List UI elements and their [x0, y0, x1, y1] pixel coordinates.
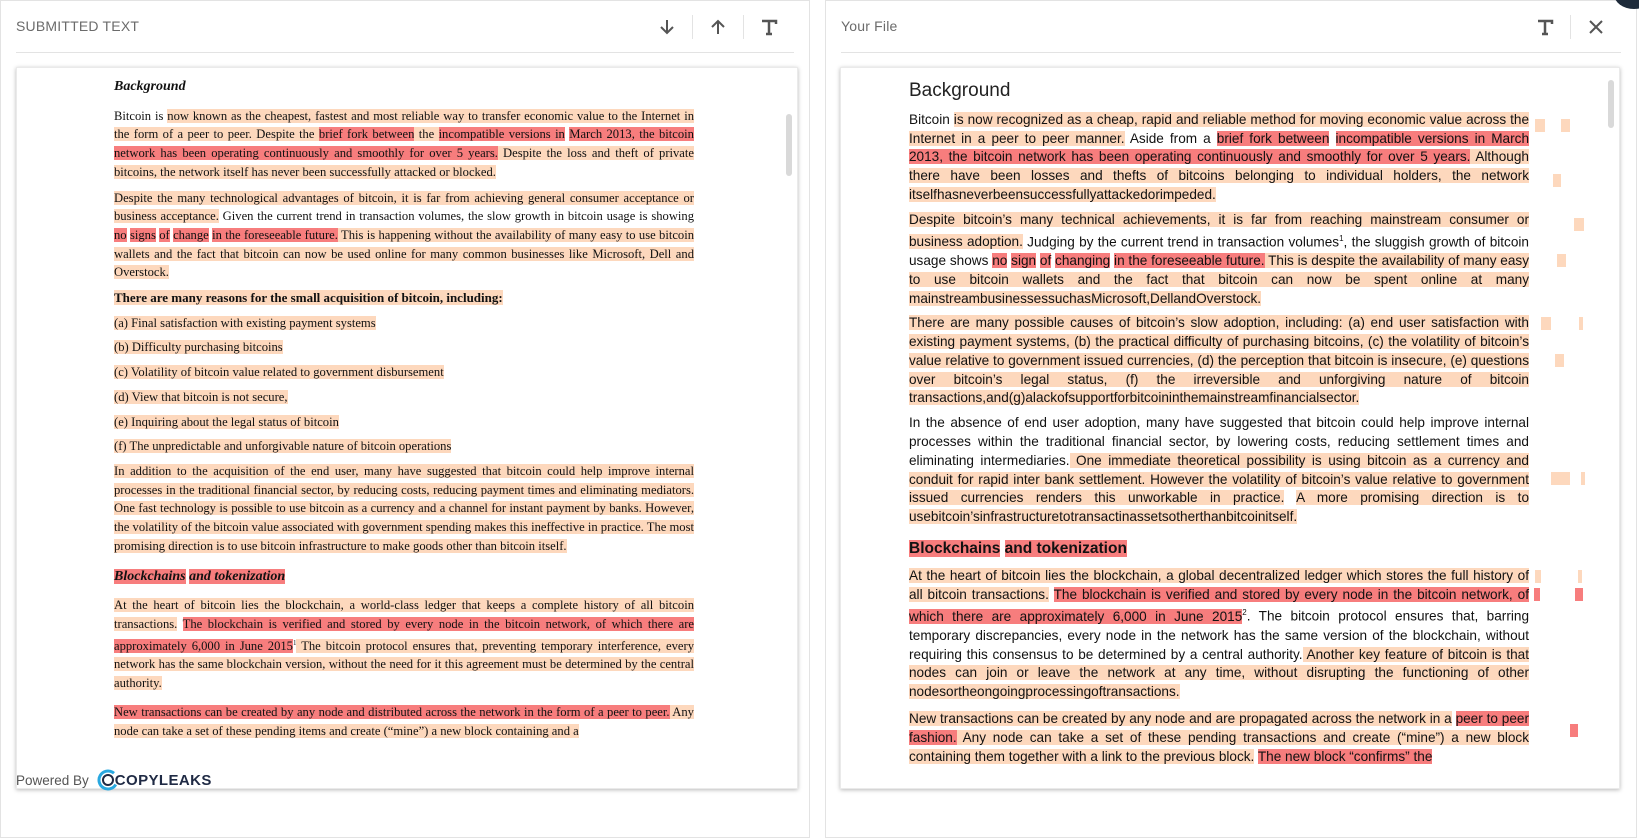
your-file-content [909, 82, 1529, 772]
footnote-marker: 2 [1242, 608, 1247, 618]
arrow-down-icon[interactable] [642, 11, 692, 43]
text-segment [1284, 490, 1296, 505]
minor-change-highlight[interactable]: Despite bitcoin’s many technical achievements, it is far from reaching mainstream consumer or business adoption. [909, 211, 1529, 250]
identical-highlight[interactable]: no [992, 252, 1008, 268]
minor-change-highlight[interactable]: Another key feature of bitcoin is that nodes can join or leave the network at any time, without disrupting the functioning of other nodesortheongoingprocessingoftransactions. [909, 646, 1529, 700]
list-item [114, 363, 694, 382]
text-segment: Judging by the current trend in transaction volumes [1022, 234, 1340, 250]
minor-change-highlight[interactable]: One fast technology is possible to use bitcoin as a currency and a channel for instant payment by banks. However, the volatility of the bitcoin value associated with government spending makes this ineffective in practice. [114, 501, 694, 535]
identical-highlight[interactable]: incompatible versions in March 2013, the bitcoin network has been operating continuously and smoothly for over 5 years. [909, 130, 1530, 165]
identical-highlight[interactable]: no [114, 227, 127, 242]
identical-highlight[interactable]: change [173, 227, 209, 242]
powered-by-footer [16, 769, 212, 791]
text-segment [1000, 540, 1004, 557]
doc-heading: Background [909, 80, 1011, 101]
minor-change-highlight[interactable]: now known as the cheapest, fastest and most reliable way to transfer economic value to the Internet in the form of a peer to peer. Despite the [114, 108, 694, 142]
text-segment: , the sluggish growth of bitcoin usage shows [909, 234, 1529, 268]
identical-highlight[interactable]: of [159, 227, 170, 242]
minor-change-highlight[interactable]: This is happening without the availability of many easy to use bitcoin wallets and the fact that bitcoin can now be used online for many common businesses like Microsoft, Dell and Overstock. [114, 227, 695, 280]
minor-change-highlight[interactable]: (f) The unpredictable and unforgivable nature of bitcoin operations [114, 439, 452, 454]
identical-highlight[interactable]: brief fork between [1216, 130, 1330, 146]
match-indicator[interactable] [1575, 588, 1583, 601]
identical-highlight[interactable]: March 2013, the bitcoin network has been operating continuously and smoothly for over 5 years. [114, 127, 694, 161]
close-icon[interactable] [1571, 11, 1621, 43]
identical-highlight[interactable]: peer to peer fashion. [909, 710, 1529, 745]
section-heading [114, 568, 694, 587]
minor-change-highlight[interactable]: the [414, 127, 439, 142]
identical-highlight[interactable]: sign [1011, 252, 1037, 268]
minor-change-highlight[interactable]: At the heart of bitcoin lies the blockchain, a world-class ledger that keeps a complete history of all bitcoin transactions. [114, 598, 694, 631]
minor-change-highlight[interactable]: is now recognized as a cheap, rapid and reliable method for moving economic value across the Internet in a peer to peer manner. [909, 111, 1530, 146]
identical-highlight[interactable]: The new block “confirms” the [1257, 748, 1433, 764]
match-indicator[interactable] [1579, 317, 1583, 330]
copyleaks-logo[interactable] [97, 769, 212, 791]
minor-change-highlight[interactable]: At the heart of bitcoin lies the blockchain, a global decentralized ledger which stores the full history of all bitcoin transactions. [909, 567, 1529, 602]
doc-heading: Background [114, 79, 186, 94]
minor-change-highlight[interactable]: Although there have been losses and thefts of bitcoins belonging to individual holders, the network itselfhasneverbeensuccessfullyattackedorimpeded. [909, 149, 1529, 202]
text-segment: In the absence of end user adoption, many have suggested that bitcoin could help improve internal processes within the traditional financial sector, by lowering costs, reducing settlement times and eliminating intermediaries. [909, 415, 1529, 468]
identical-highlight[interactable]: New transactions can be created by any node and distributed across the network in the form of a peer to peer. [114, 704, 670, 719]
identical-highlight[interactable]: in the foreseeable future. [1114, 252, 1265, 268]
scrollbar-thumb[interactable] [786, 114, 792, 176]
match-indicator[interactable] [1574, 218, 1584, 231]
text-format-icon[interactable] [744, 11, 794, 43]
minor-change-highlight[interactable]: Any node can take a set of these pending transactions and create (“mine”) a new block containing them together with a link to the previous block. [909, 729, 1529, 764]
list-item [114, 338, 694, 357]
match-indicator[interactable] [1581, 472, 1585, 485]
identical-highlight[interactable]: of [1039, 252, 1052, 268]
match-indicator[interactable] [1535, 119, 1545, 132]
paragraph [909, 211, 1529, 309]
arrow-up-icon[interactable] [693, 11, 743, 43]
identical-highlight[interactable]: and tokenization [189, 569, 286, 585]
submitted-text-document [16, 67, 798, 789]
list-item [114, 413, 694, 432]
match-indicator[interactable] [1551, 472, 1570, 485]
text-format-icon[interactable] [1520, 11, 1570, 43]
text-segment [1049, 587, 1054, 602]
powered-by-label: Powered By [16, 772, 89, 788]
panel-title: Your File [841, 18, 898, 34]
match-indicator[interactable] [1578, 570, 1582, 583]
paragraph [909, 710, 1529, 766]
identical-highlight[interactable]: Blockchains [909, 540, 1001, 558]
paragraph [909, 414, 1529, 527]
match-indicator[interactable] [1541, 317, 1551, 330]
minor-change-highlight[interactable]: The most promising direction is to use bitcoin infrastructure to make goods other than bitcoin itself. [114, 520, 694, 553]
text-segment: . The bitcoin protocol ensures that, barring temporary discrepancies, every node in the network has the same version of the blockchain, without requiring this consensus to be determined by a central authority. [909, 608, 1529, 662]
paragraph [114, 189, 694, 283]
panel-title: SUBMITTED TEXT [16, 18, 140, 34]
reasons-heading [114, 289, 694, 308]
scrollbar[interactable] [780, 68, 797, 788]
text-segment [1452, 711, 1456, 726]
text-segment [1329, 131, 1335, 146]
minor-change-highlight[interactable]: (e) Inquiring about the legal status of bitcoin [114, 414, 339, 429]
submitted-text-panel [0, 0, 810, 838]
minor-change-highlight[interactable]: A more promising direction is to usebitcoin’sinfrastructuretotransactinassetsotherthanbitcoinitself. [909, 490, 1530, 525]
match-indicator[interactable] [1534, 588, 1540, 601]
minor-change-highlight[interactable]: Despite the loss and theft of private bitcoins, the network itself has never been successfully attacked or blocked. [114, 146, 694, 179]
minor-change-highlight[interactable]: (d) View that bitcoin is not secure, [114, 389, 288, 404]
minor-change-highlight[interactable]: (c) Volatility of bitcoin value related to government disbursement [114, 365, 444, 380]
identical-highlight[interactable]: signs [129, 227, 156, 242]
text-segment: Bitcoin [909, 111, 954, 127]
minor-change-highlight[interactable]: (a) Final satisfaction with existing payment systems [114, 315, 376, 330]
section-heading [909, 540, 1529, 559]
match-indicator[interactable] [1555, 354, 1564, 367]
minor-change-highlight[interactable]: In addition to the acquisition of the end user, many have suggested that bitcoin could help improve internal processes in the traditional financial sector, by reducing costs, reducing payment times and eliminating mediators. [114, 463, 694, 497]
minor-change-highlight[interactable]: Despite the many technological advantages of bitcoin, it is far from achieving general consumer acceptance or business acceptance. [114, 190, 694, 224]
paragraph [909, 314, 1529, 408]
identical-highlight[interactable]: brief fork between [318, 127, 415, 142]
list-item [114, 388, 694, 407]
footnote-marker: 1 [1339, 233, 1344, 243]
identical-highlight[interactable]: in the foreseeable future. [212, 227, 338, 242]
match-indicator[interactable] [1553, 174, 1561, 187]
submitted-text-header [16, 1, 794, 53]
your-file-document [840, 67, 1620, 789]
scrollbar[interactable] [1602, 68, 1619, 788]
minor-change-highlight[interactable]: New transactions can be created by any node and are propagated across the network in a [909, 710, 1452, 726]
text-segment [177, 617, 182, 631]
identical-highlight[interactable]: changing [1055, 252, 1111, 268]
match-indicator[interactable] [1570, 724, 1578, 737]
your-file-panel [825, 0, 1637, 838]
scrollbar-thumb[interactable] [1608, 80, 1614, 128]
logo-text: COPYLEAKS [114, 771, 212, 789]
identical-highlight[interactable]: The blockchain is verified and stored by every node in the bitcoin network, of which there are approximately 6,000 in June 2015 [114, 616, 694, 653]
minor-change-highlight[interactable]: The bitcoin protocol ensures that, preventing temporary interference, every network has the same blockchain version, without the need for it this agreement must be determined by the central authority. [114, 638, 694, 691]
identical-highlight[interactable]: The blockchain is verified and stored by every node in the bitcoin network, of which there are approximately 6,000 in June 2015 [909, 586, 1529, 624]
match-indicator[interactable] [1535, 570, 1541, 583]
match-indicator-strip [1531, 68, 1591, 788]
identical-highlight[interactable]: Blockchains [114, 569, 186, 585]
minor-change-highlight[interactable]: There are many reasons for the small acquisition of bitcoin, including: [114, 290, 503, 306]
list-item [114, 437, 694, 456]
match-indicator[interactable] [1557, 254, 1566, 267]
text-segment: Bitcoin is [114, 108, 168, 123]
minor-change-highlight[interactable]: There are many possible causes of bitcoin’s slow adoption, including: (a) end user satisfaction with existing payment systems, (b) the practical difficulty of purchasing bitcoins, (c) the volatility of bitcoin’s value relative to government issued currencies, (d) the perception that bitcoin is insecure, (e) questions over bitcoin’s legal status, (f) the irreversible and unforgiving nature of bitcoin transactions,and(g)alackofsupportforbitcoininthemainstreamfinancialsector. [909, 315, 1529, 406]
paragraph [909, 567, 1529, 702]
minor-change-highlight[interactable]: (b) Difficulty purchasing bitcoins [114, 340, 283, 355]
minor-change-highlight[interactable]: One immediate theoretical possibility is using bitcoin as a currency and conduit for rapid inter bank settlement. However the volatility of bitcoin’s value relative to government issued currencies renders this unworkable in practice. [909, 452, 1529, 506]
text-segment: Given the current trend in transaction volumes, the slow growth in bitcoin usage is showing [218, 209, 695, 224]
match-indicator[interactable] [1561, 119, 1570, 132]
minor-change-highlight[interactable]: Any node can take a set of these pending items and create (“mine”) a new block containing and a [114, 704, 694, 738]
submitted-text-content [114, 74, 694, 747]
paragraph [114, 107, 694, 182]
minor-change-highlight[interactable]: This is despite the availability of many easy to use bitcoin wallets and the fact that bitcoin can now be spent online at many mainstreambusinessessuchasMicrosoft,DellandOverstock. [909, 252, 1530, 306]
identical-highlight[interactable]: and tokenization [1004, 540, 1127, 558]
text-segment: Aside from a [1124, 130, 1217, 146]
paragraph [909, 111, 1529, 205]
list-item [114, 314, 694, 333]
identical-highlight[interactable]: incompatible versions in [438, 127, 565, 142]
paragraph [114, 596, 694, 693]
footnote-marker: 1 [292, 638, 297, 647]
your-file-header [841, 1, 1621, 53]
paragraph [114, 703, 694, 740]
paragraph [114, 462, 694, 556]
